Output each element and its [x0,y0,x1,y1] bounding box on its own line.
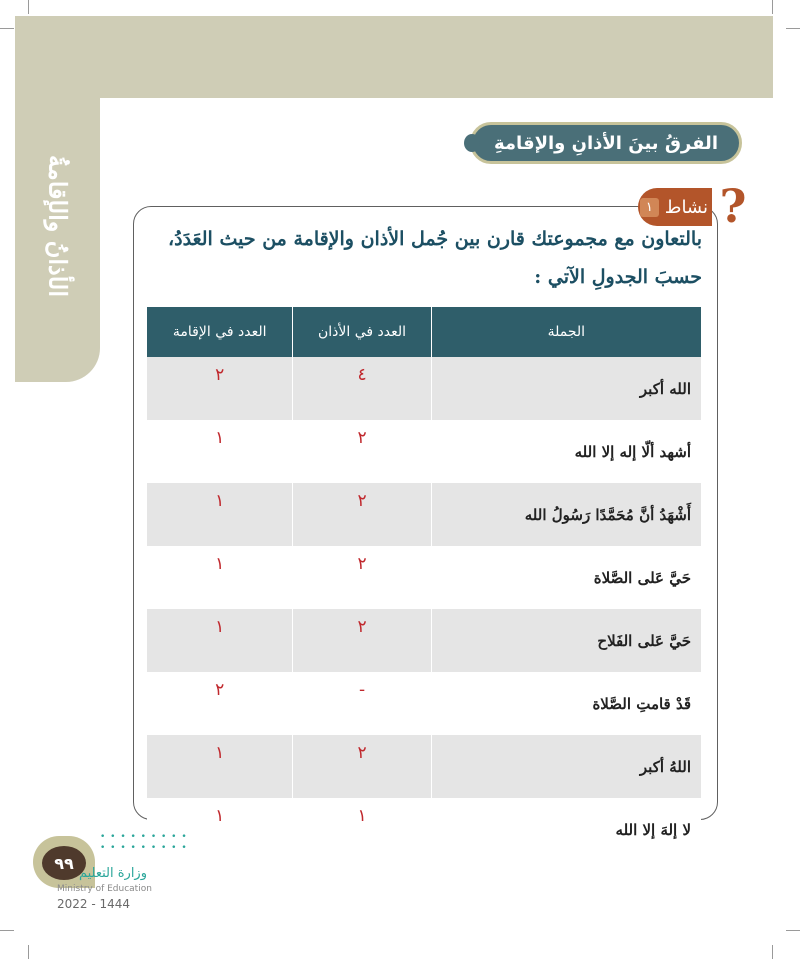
iqama-count-cell: ١ [147,420,293,483]
crop-mark [786,930,800,931]
activity-instruction: بالتعاون مع مجموعتك قارن بين جُمل الأذان والإقامة من حيث العَدَدُ، حسبَ الجدولِ الآتي : [168,228,702,288]
activity-number: ١ [640,198,659,217]
ministry-name-english: Ministry of Education [57,884,152,894]
crop-mark [772,945,773,959]
adhan-count-cell: ٤ [293,357,431,420]
adhan-count-cell: ٢ [293,483,431,546]
table-row [147,420,701,483]
ministry-name-arabic: وزارة التعليم [78,866,147,881]
table-row [147,483,701,546]
edition-year: 2022 - 1444 [57,897,131,911]
question-mark-icon: ? [719,179,747,233]
table-row [147,672,701,735]
adhan-count-cell: ٢ [293,609,431,672]
iqama-count-cell: ٢ [147,357,293,420]
table-row [147,546,701,609]
crop-mark [772,0,773,14]
adhan-count-cell: ٢ [293,420,431,483]
iqama-count-cell: ١ [147,483,293,546]
phrase-cell: أشهد ألّا إله إلا الله [431,420,701,483]
adhan-count-cell: - [293,672,431,735]
phrase-cell: حَيَّ عَلى الفَلاح [431,609,701,672]
header-phrase: الجملة [431,307,701,357]
crop-mark [786,28,800,29]
table-row [147,735,701,798]
iqama-count-cell: ١ [147,546,293,609]
crop-mark [28,0,29,14]
ministry-logo-icon: • • • • • • • • • • • • • • • • • • [100,832,188,853]
header-band [15,16,773,98]
table-header-row [147,307,701,357]
crop-mark [0,28,14,29]
table-row [147,609,701,672]
comparison-table [147,307,701,861]
iqama-count-cell: ١ [147,735,293,798]
adhan-count-cell: ٢ [293,735,431,798]
crop-mark [28,945,29,959]
section-title: الفرقُ بينَ الأذانِ والإقامةِ [470,122,742,164]
header-adhan-count: العدد في الأذان [293,307,431,357]
table-row [147,798,701,861]
header-iqama-count: العدد في الإقامة [147,307,293,357]
iqama-count-cell: ١ [147,609,293,672]
phrase-cell: قَدْ قامتِ الصَّلاة [431,672,701,735]
phrase-cell: أَشْهَدُ أنَّ مُحَمَّدًا رَسُولُ الله [431,483,701,546]
table-row [147,357,701,420]
iqama-count-cell: ١ [147,798,293,861]
iqama-count-cell: ٢ [147,672,293,735]
chapter-title: الأذانُ والإقامةُ [43,154,73,298]
crop-mark [0,930,14,931]
activity-label: نشاط [664,196,708,218]
page-number: ٩٩ [42,846,86,880]
phrase-cell: حَيَّ عَلى الصَّلاة [431,546,701,609]
adhan-count-cell: ١ [293,798,431,861]
phrase-cell: اللهُ أكبر [431,735,701,798]
adhan-count-cell: ٢ [293,546,431,609]
phrase-cell: الله أكبر [431,357,701,420]
phrase-cell: لا إلهَ إلا الله [431,798,701,861]
